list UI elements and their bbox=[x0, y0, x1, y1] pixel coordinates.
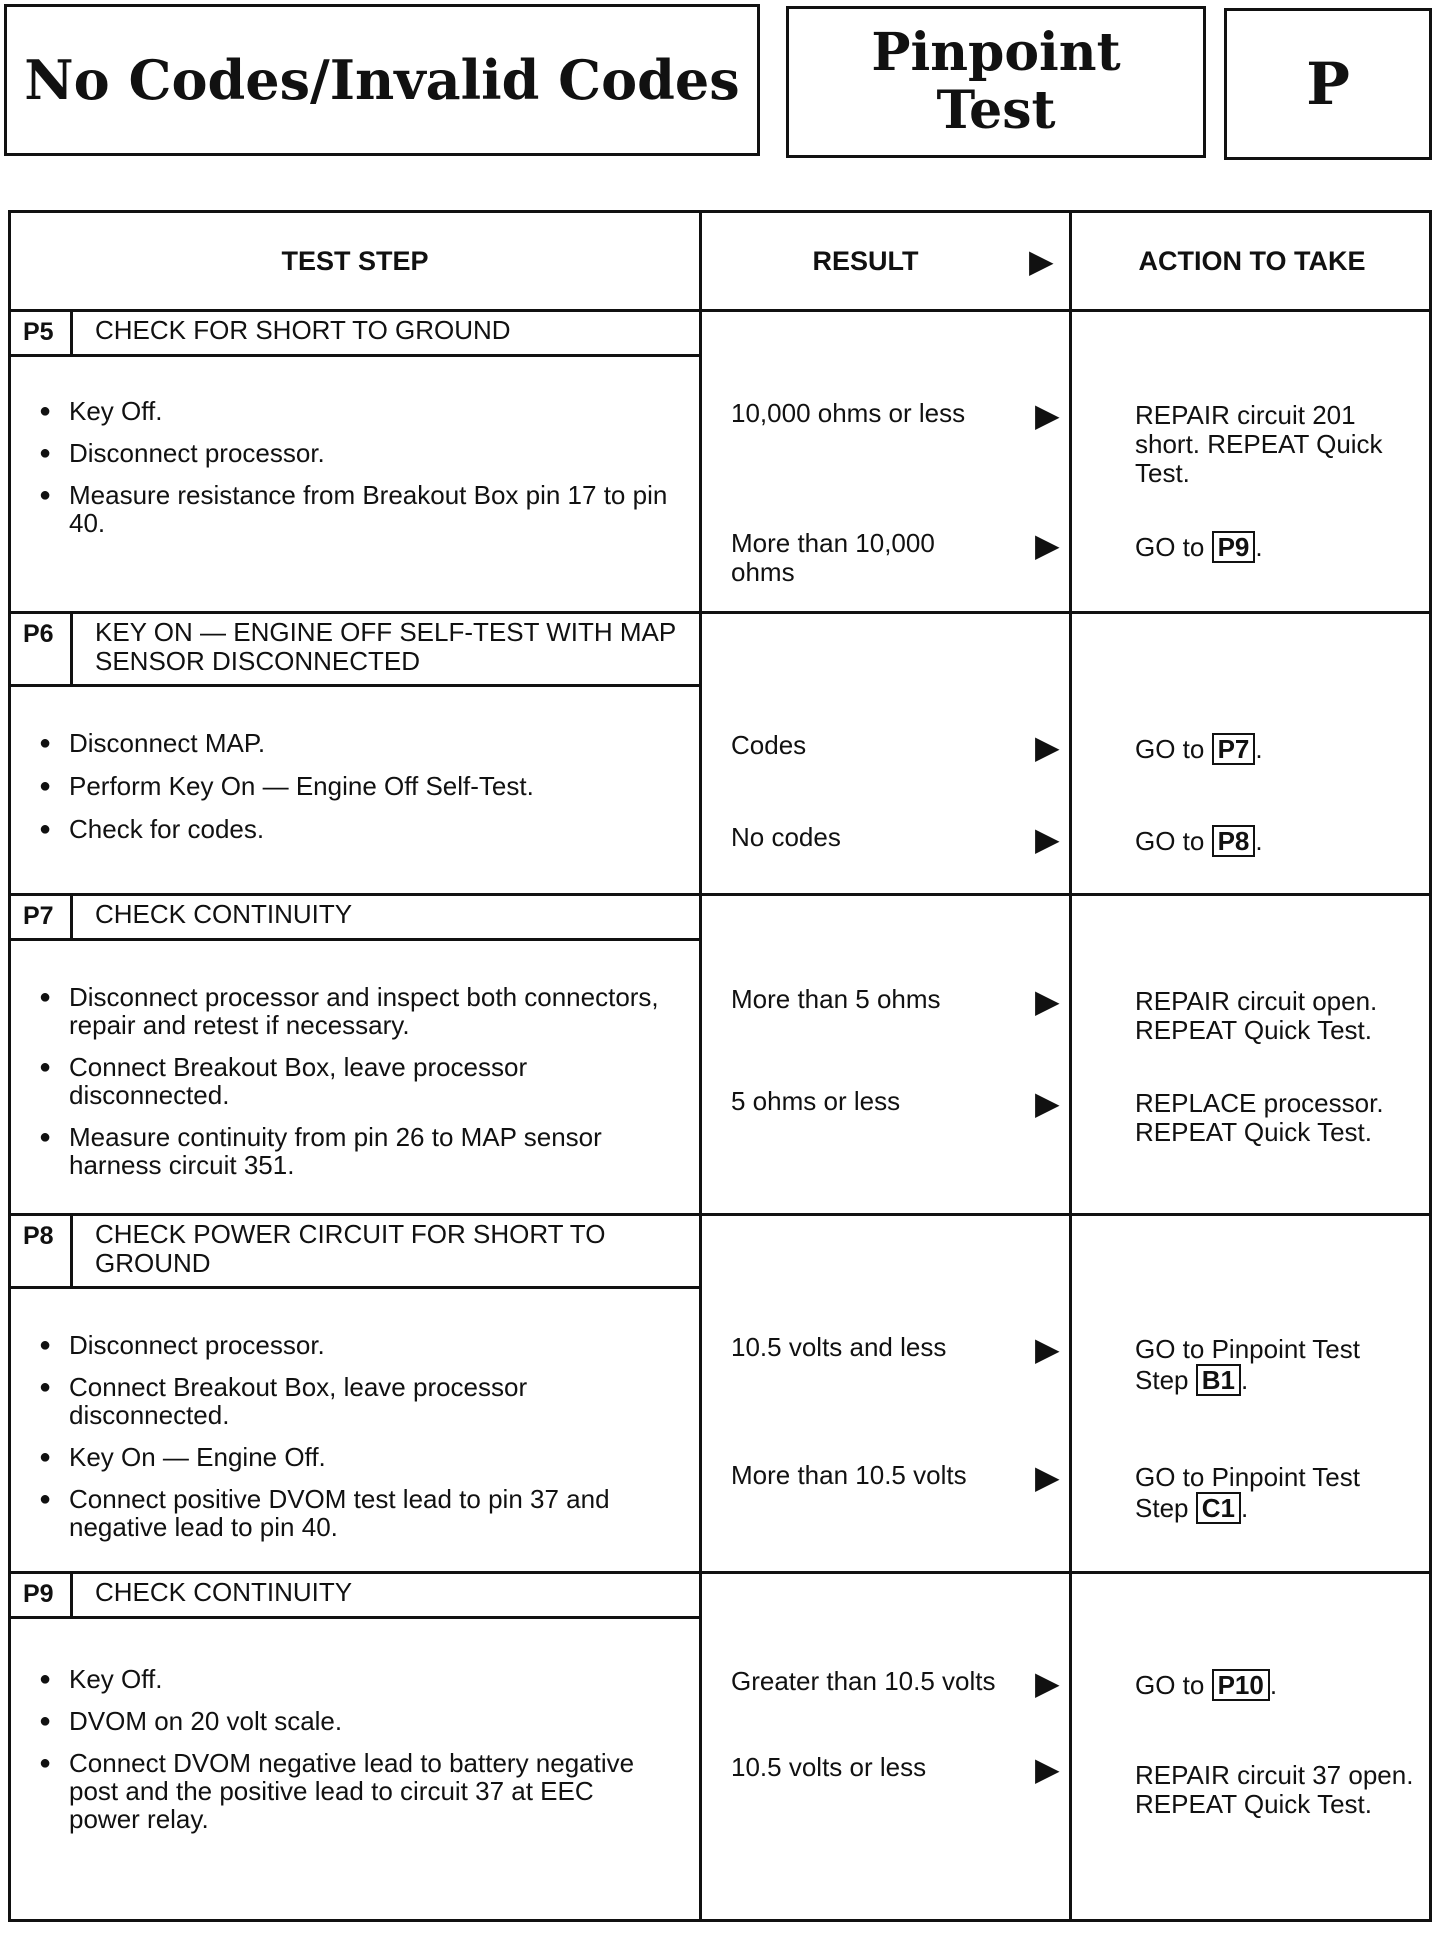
arrow-icon: ▶ bbox=[1035, 1751, 1060, 1787]
result-p7-1: More than 5 ohms bbox=[731, 984, 941, 1014]
step-id-p7: P7 bbox=[11, 896, 73, 938]
step-ref-c1: C1 bbox=[1196, 1492, 1241, 1524]
step-label: Step bbox=[1135, 1493, 1189, 1523]
step-title-p5: CHECK FOR SHORT TO GROUND bbox=[95, 315, 511, 345]
step-instructions-p8 bbox=[39, 1331, 669, 1555]
column-header-result bbox=[702, 213, 1069, 309]
step-title-p9: CHECK CONTINUITY bbox=[95, 1577, 353, 1607]
instruction-item: ● Connect Breakout Box, leave processor disconnected. bbox=[39, 1373, 669, 1429]
result-p7-2: 5 ohms or less bbox=[731, 1086, 901, 1116]
step-ref-p8: P8 bbox=[1212, 825, 1256, 857]
step-title-p8: CHECK POWER CIRCUIT FOR SHORT TO GROUND bbox=[95, 1219, 606, 1278]
instruction-item: ● Connect DVOM negative lead to battery negative post and the positive lead to circuit 37 at EEC power relay. bbox=[39, 1749, 639, 1833]
arrow-icon: ▶ bbox=[1035, 1331, 1060, 1367]
action-p6-2: GO to P8 . bbox=[1135, 826, 1263, 856]
instruction-item: ● DVOM on 20 volt scale. bbox=[39, 1707, 639, 1735]
step-instructions-p9 bbox=[39, 1665, 639, 1847]
result-p8-2: More than 10.5 volts bbox=[731, 1460, 967, 1490]
arrow-icon: ▶ bbox=[1035, 729, 1060, 765]
instruction-item: ● Check for codes. bbox=[39, 815, 679, 843]
arrow-icon: ▶ bbox=[1035, 821, 1060, 857]
step-header-p9 bbox=[11, 1574, 701, 1619]
instruction-item: ● Measure continuity from pin 26 to MAP sensor harness circuit 351. bbox=[39, 1123, 669, 1179]
step-ref-p9: P9 bbox=[1212, 531, 1256, 563]
instruction-item: ● Disconnect processor. bbox=[39, 439, 679, 467]
step-id-p6: P6 bbox=[11, 614, 73, 684]
test-letter: P bbox=[1306, 50, 1350, 118]
step-header-p7 bbox=[11, 896, 701, 941]
step-ref-p7: P7 bbox=[1212, 733, 1256, 765]
result-p8-1: 10.5 volts and less bbox=[731, 1332, 947, 1362]
arrow-icon: ▶ bbox=[1035, 1459, 1060, 1495]
pinpoint-label-line1: Pinpoint bbox=[871, 22, 1121, 83]
pinpoint-test-label bbox=[786, 6, 1206, 158]
instruction-item: ● Disconnect MAP. bbox=[39, 729, 679, 757]
result-p5-2: More than 10,000 ohms bbox=[731, 528, 935, 587]
arrow-icon: ▶ bbox=[1035, 983, 1060, 1019]
arrow-icon: ▶ bbox=[1035, 397, 1060, 433]
action-p7-1: REPAIR circuit open. REPEAT Quick Test. bbox=[1135, 986, 1378, 1045]
step-id-p5: P5 bbox=[11, 312, 73, 354]
go-to-label: GO to bbox=[1135, 532, 1205, 562]
step-id-p8: P8 bbox=[11, 1216, 73, 1286]
go-to-pinpoint-label: GO to Pinpoint Test bbox=[1135, 1462, 1360, 1492]
step-title-p6: KEY ON — ENGINE OFF SELF-TEST WITH MAP SENSOR DISCONNECTED bbox=[95, 617, 676, 676]
instruction-item: ● Key On — Engine Off. bbox=[39, 1443, 669, 1471]
instruction-item: ● Connect Breakout Box, leave processor disconnected. bbox=[39, 1053, 669, 1109]
pinpoint-table bbox=[8, 210, 1432, 1922]
column-header-test-step bbox=[11, 213, 699, 309]
page-title bbox=[4, 4, 760, 156]
instruction-item: ● Connect positive DVOM test lead to pin 37 and negative lead to pin 40. bbox=[39, 1485, 669, 1541]
instruction-item: ● Key Off. bbox=[39, 397, 679, 425]
action-p7-2: REPLACE processor. REPEAT Quick Test. bbox=[1135, 1088, 1384, 1147]
step-id-p9: P9 bbox=[11, 1574, 73, 1616]
action-p9-2: REPAIR circuit 37 open. REPEAT Quick Test. bbox=[1135, 1760, 1414, 1819]
step-header-p5 bbox=[11, 312, 701, 357]
column-divider-1 bbox=[699, 213, 702, 1919]
test-letter-box bbox=[1224, 8, 1432, 160]
result-p6-1: Codes bbox=[731, 730, 807, 760]
go-to-label: GO to bbox=[1135, 826, 1205, 856]
page-title-text: No Codes/Invalid Codes bbox=[24, 48, 740, 112]
column-header-action-label: ACTION TO TAKE bbox=[1138, 245, 1366, 276]
step-instructions-p7 bbox=[39, 983, 669, 1193]
step-title-p7: CHECK CONTINUITY bbox=[95, 899, 353, 929]
instruction-item: ● Measure resistance from Breakout Box pin 17 to pin 40. bbox=[39, 481, 679, 537]
column-divider-2 bbox=[1069, 213, 1072, 1919]
instruction-item: ● Disconnect processor and inspect both connectors, repair and retest if necessary. bbox=[39, 983, 669, 1039]
action-p9-1: GO to P10 . bbox=[1135, 1670, 1278, 1700]
pinpoint-label-line2: Test bbox=[936, 80, 1056, 141]
result-p5-1: 10,000 ohms or less bbox=[731, 398, 966, 428]
instruction-item: ● Perform Key On — Engine Off Self-Test. bbox=[39, 772, 679, 800]
action-p8-2: GO to Pinpoint Test Step C1 . bbox=[1135, 1462, 1360, 1523]
arrow-icon: ▶ bbox=[1035, 527, 1060, 563]
column-header-arrow-icon: ▶ bbox=[1029, 243, 1054, 279]
result-p9-1: Greater than 10.5 volts bbox=[731, 1666, 996, 1696]
column-header-result-label: RESULT bbox=[812, 245, 919, 276]
result-p9-2: 10.5 volts or less bbox=[731, 1752, 927, 1782]
step-instructions-p5 bbox=[39, 397, 679, 551]
step-ref-p10: P10 bbox=[1212, 1669, 1270, 1701]
action-p8-1: GO to Pinpoint Test Step B1 . bbox=[1135, 1334, 1360, 1395]
instruction-item: ● Disconnect processor. bbox=[39, 1331, 669, 1359]
column-header-action bbox=[1072, 213, 1432, 309]
action-p5-2: GO to P9 . bbox=[1135, 532, 1263, 562]
step-header-p8 bbox=[11, 1216, 701, 1289]
go-to-pinpoint-label: GO to Pinpoint Test bbox=[1135, 1334, 1360, 1364]
action-p5-1: REPAIR circuit 201 short. REPEAT Quick Test. bbox=[1135, 400, 1383, 488]
result-p6-2: No codes bbox=[731, 822, 841, 852]
go-to-label: GO to bbox=[1135, 1670, 1205, 1700]
arrow-icon: ▶ bbox=[1035, 1665, 1060, 1701]
step-instructions-p6 bbox=[39, 729, 679, 857]
step-ref-b1: B1 bbox=[1196, 1364, 1241, 1396]
go-to-label: GO to bbox=[1135, 734, 1205, 764]
arrow-icon: ▶ bbox=[1035, 1085, 1060, 1121]
action-p6-1: GO to P7 . bbox=[1135, 734, 1263, 764]
column-header-test-step-label: TEST STEP bbox=[281, 245, 429, 276]
instruction-item: ● Key Off. bbox=[39, 1665, 639, 1693]
step-label: Step bbox=[1135, 1365, 1189, 1395]
step-header-p6 bbox=[11, 614, 701, 687]
